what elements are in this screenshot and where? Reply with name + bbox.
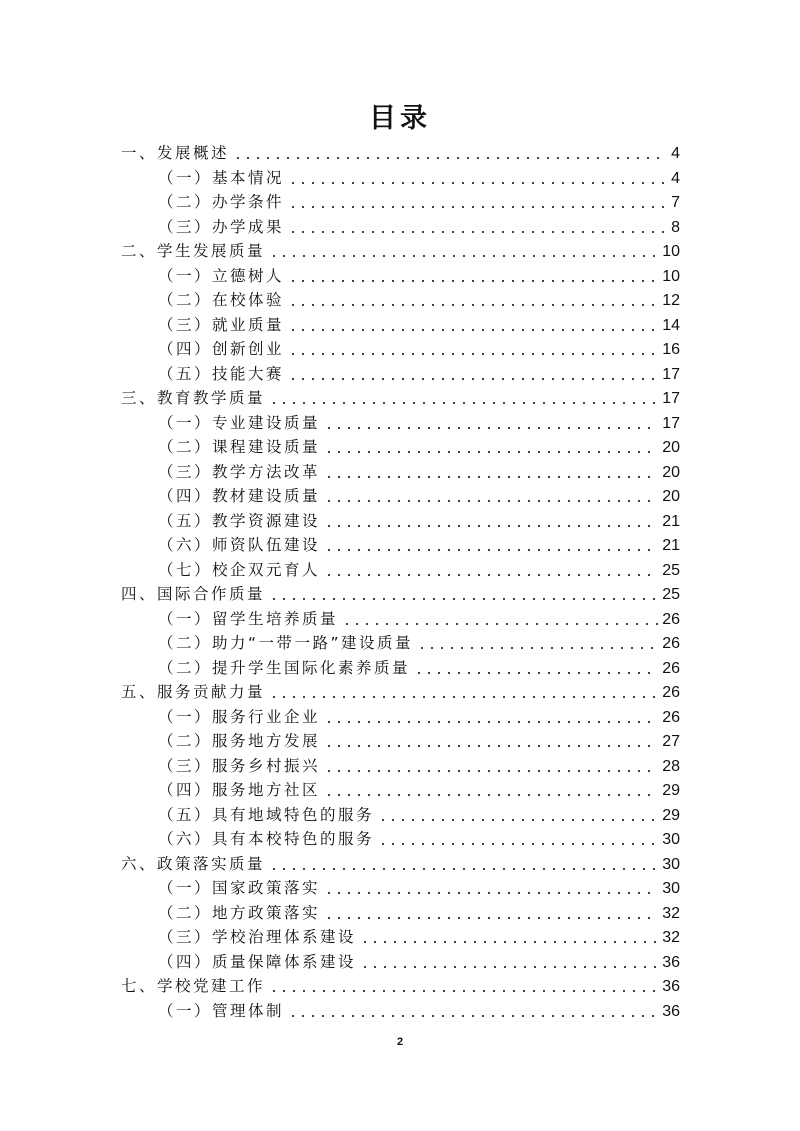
toc-entry-page: 20	[662, 463, 680, 481]
toc-entry[interactable]	[121, 607, 680, 632]
toc-entry-label: （二）服务地方发展	[158, 732, 321, 750]
toc-entry[interactable]	[121, 239, 680, 264]
toc-entry[interactable]	[121, 190, 680, 215]
dot-leader	[324, 574, 658, 576]
dot-leader	[288, 329, 658, 331]
dot-leader	[324, 745, 658, 747]
toc-entry[interactable]	[121, 778, 680, 803]
toc-entry-label: （二）提升学生国际化素养质量	[158, 658, 411, 677]
toc-entry-page: 16	[662, 341, 680, 358]
toc-entry-label: （五）教学资源建设	[158, 511, 321, 530]
page-number: 2	[396, 1036, 404, 1048]
toc-entry[interactable]	[121, 852, 680, 877]
toc-entry[interactable]	[121, 362, 680, 387]
toc-entry-page: 7	[671, 194, 680, 211]
toc-entry-page: 17	[662, 365, 680, 383]
toc-entry-label: （二）助力“一带一路”建设质量	[158, 634, 414, 652]
toc-entry-page: 21	[662, 512, 680, 530]
dot-leader	[324, 451, 658, 453]
toc-entry[interactable]	[121, 313, 680, 338]
toc-entry-page: 20	[662, 439, 680, 456]
toc-entry-label: （四）教材建设质量	[158, 487, 321, 505]
page-title: 目录	[369, 103, 431, 134]
dot-leader	[324, 500, 658, 502]
dot-leader	[288, 378, 658, 380]
toc-entry[interactable]	[121, 411, 680, 436]
dot-leader	[288, 231, 667, 233]
dot-leader	[324, 892, 658, 894]
dot-leader	[233, 157, 667, 159]
toc-entry-label: （二）办学条件	[158, 193, 285, 211]
toc-entry[interactable]	[121, 337, 680, 362]
toc-entry-page: 36	[662, 978, 680, 995]
toc-entry-label: （一）基本情况	[158, 168, 285, 187]
toc-entry-page: 27	[662, 733, 680, 750]
toc-entry-page: 32	[662, 929, 680, 946]
toc-entry[interactable]	[121, 215, 680, 240]
toc-entry-label: （三）就业质量	[158, 315, 285, 334]
toc-entry-page: 17	[662, 414, 680, 432]
toc-entry[interactable]	[121, 901, 680, 926]
toc-entry[interactable]	[121, 754, 680, 779]
toc-entry-page: 28	[662, 757, 680, 775]
toc-entry[interactable]	[121, 827, 680, 852]
toc-entry[interactable]	[121, 141, 680, 166]
toc-entry-label: 六、政策落实质量	[121, 854, 266, 873]
toc-entry[interactable]	[121, 680, 680, 705]
dot-leader	[417, 647, 658, 649]
dot-leader	[378, 843, 658, 845]
toc-entry-label: 五、服务贡献力量	[121, 683, 266, 701]
toc-entry[interactable]	[121, 582, 680, 607]
dot-leader	[324, 427, 658, 429]
toc-entry[interactable]	[121, 803, 680, 828]
dot-leader	[342, 623, 658, 625]
dot-leader	[288, 304, 658, 306]
toc-entry-label: 四、国际合作质量	[121, 585, 266, 603]
dot-leader	[324, 721, 658, 723]
toc-entry-label: （一）国家政策落实	[158, 879, 321, 897]
toc-entry[interactable]	[121, 656, 680, 681]
toc-entry-label: （六）具有本校特色的服务	[158, 830, 375, 848]
toc-entry-page: 29	[662, 806, 680, 824]
dot-leader	[288, 1015, 658, 1017]
toc-entry[interactable]	[121, 460, 680, 485]
toc-entry-label: （六）师资队伍建设	[158, 536, 321, 554]
toc-entry-page: 30	[662, 880, 680, 897]
toc-entry-page: 30	[662, 831, 680, 848]
toc-entry-label: （四）质量保障体系建设	[158, 952, 357, 971]
toc-entry-label: （五）技能大赛	[158, 364, 285, 383]
toc-entry-label: 七、学校党建工作	[121, 977, 266, 995]
toc-entry-page: 26	[662, 708, 680, 726]
toc-entry-label: （二）在校体验	[158, 291, 285, 309]
dot-leader	[288, 280, 658, 282]
toc-entry-page: 32	[662, 904, 680, 922]
toc-entry-page: 30	[662, 855, 680, 873]
toc-entry-page: 17	[662, 390, 680, 407]
toc-entry-label: （一）留学生培养质量	[158, 609, 339, 628]
toc-entry-label: （一）管理体制	[158, 1001, 285, 1020]
toc-entry-label: （一）服务行业企业	[158, 707, 321, 726]
toc-entry-page: 26	[662, 659, 680, 677]
toc-entry[interactable]	[121, 386, 680, 411]
toc-entry[interactable]	[121, 558, 680, 583]
toc-entry[interactable]	[121, 533, 680, 558]
dot-leader	[269, 255, 658, 257]
dot-leader	[269, 598, 658, 600]
toc-entry-page: 26	[662, 684, 680, 701]
toc-entry-label: 三、教育教学质量	[121, 389, 266, 407]
toc-entry-page: 12	[662, 292, 680, 309]
toc-entry-page: 10	[662, 243, 680, 260]
toc-entry-label: （五）具有地域特色的服务	[158, 805, 375, 824]
toc-entry-label: （一）专业建设质量	[158, 413, 321, 432]
toc-entry-page: 36	[662, 1002, 680, 1020]
toc-entry[interactable]	[121, 974, 680, 999]
toc-entry-label: （二）课程建设质量	[158, 438, 321, 456]
dot-leader	[324, 549, 658, 551]
dot-leader	[288, 353, 658, 355]
toc-entry-label: （二）地方政策落实	[158, 903, 321, 922]
toc-entry-page: 25	[662, 586, 680, 603]
dot-leader	[360, 941, 658, 943]
toc-entry-label: （三）教学方法改革	[158, 462, 321, 481]
toc-entry[interactable]	[121, 264, 680, 289]
dot-leader	[324, 917, 658, 919]
toc-entry-label: （三）学校治理体系建设	[158, 928, 357, 946]
dot-leader	[288, 206, 667, 208]
toc-entry[interactable]	[121, 876, 680, 901]
dot-leader	[414, 672, 658, 674]
toc-entry[interactable]	[121, 435, 680, 460]
toc-entry-label: （一）立德树人	[158, 266, 285, 285]
toc-entry-page: 4	[671, 145, 680, 162]
toc-entry-page: 29	[662, 782, 680, 799]
toc-entry-label: 二、学生发展质量	[121, 242, 266, 260]
toc-entry-page: 8	[671, 218, 680, 236]
toc-entry[interactable]	[121, 166, 680, 191]
toc-entry[interactable]	[121, 509, 680, 534]
toc-entry-page: 21	[662, 537, 680, 554]
toc-entry-page: 26	[662, 635, 680, 652]
toc-entry[interactable]	[121, 484, 680, 509]
toc-entry-page: 25	[662, 561, 680, 579]
toc-entry-page: 20	[662, 488, 680, 505]
dot-leader	[324, 476, 658, 478]
dot-leader	[269, 696, 658, 698]
dot-leader	[360, 966, 658, 968]
toc-entry-label: （七）校企双元育人	[158, 560, 321, 579]
toc-entry[interactable]	[121, 950, 680, 975]
toc-entry-page: 26	[662, 610, 680, 628]
toc-entry-page: 36	[662, 953, 680, 971]
toc-entry-label: （四）创新创业	[158, 340, 285, 358]
dot-leader	[324, 794, 658, 796]
toc-entry-label: （四）服务地方社区	[158, 781, 321, 799]
dot-leader	[324, 525, 658, 527]
toc-entry[interactable]	[121, 631, 680, 656]
toc-entry-page: 14	[662, 316, 680, 334]
dot-leader	[378, 819, 658, 821]
dot-leader	[324, 770, 658, 772]
toc-entry-page: 10	[662, 267, 680, 285]
dot-leader	[288, 182, 667, 184]
toc-entry-page: 4	[671, 169, 680, 187]
toc-entry-label: （三）服务乡村振兴	[158, 756, 321, 775]
toc-entry[interactable]	[121, 925, 680, 950]
toc-entry-label: （三）办学成果	[158, 217, 285, 236]
toc-entry[interactable]	[121, 288, 680, 313]
toc-entry[interactable]	[121, 729, 680, 754]
dot-leader	[269, 868, 658, 870]
dot-leader	[269, 402, 658, 404]
toc-entry[interactable]	[121, 705, 680, 730]
dot-leader	[269, 990, 658, 992]
table-of-contents	[121, 141, 680, 1023]
toc-entry-label: 一、发展概述	[121, 144, 230, 162]
toc-entry[interactable]	[121, 999, 680, 1024]
